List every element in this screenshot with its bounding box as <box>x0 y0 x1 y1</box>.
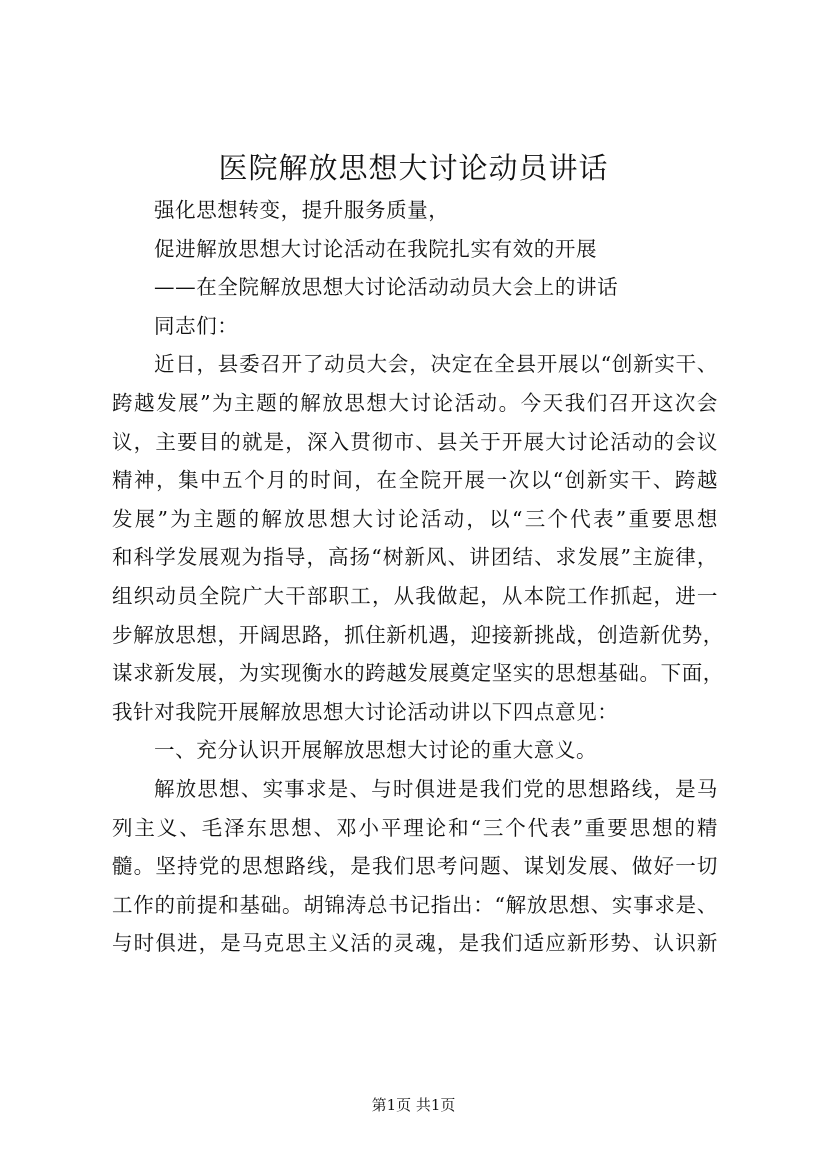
paragraph-line: 跨越发展”为主题的解放思想大讨论活动。今天我们召开这次会 <box>112 390 718 415</box>
paragraph-line: 步解放思想，开阔思路，抓住新机遇，迎接新挑战，创造新优势， <box>112 622 724 647</box>
salutation: 同志们： <box>154 313 239 338</box>
paragraph-line: 发展”为主题的解放思想大讨论活动，以“三个代表”重要思想 <box>112 506 718 531</box>
subtitle-line-1: 强化思想转变，提升服务质量， <box>154 198 450 222</box>
paragraph-line: 与时俱进，是马克思主义活的灵魂，是我们适应新形势、认识新 <box>112 931 718 956</box>
subtitle-line-2: 促进解放思想大讨论活动在我院扎实有效的开展 <box>154 236 598 261</box>
page-footer: 第1页 共1页 <box>371 1096 456 1114</box>
paragraph-line: 和科学发展观为指导，高扬“树新风、讲团结、求发展”主旋律， <box>112 545 718 570</box>
paragraph-line: 髓。坚持党的思想路线，是我们思考问题、谋划发展、做好一切 <box>112 854 718 879</box>
document-title: 医院解放思想大讨论动员讲话 <box>218 151 609 185</box>
paragraph-line: 议，主要目的就是，深入贯彻市、县关于开展大讨论活动的会议 <box>112 429 718 454</box>
paragraph-line: 组织动员全院广大干部职工，从我做起，从本院工作抓起，进一 <box>112 583 718 608</box>
paragraph-line: 解放思想、实事求是、与时俱进是我们党的思想路线，是马 <box>154 776 718 801</box>
paragraph-line: 精神，集中五个月的时间，在全院开展一次以“创新实干、跨越 <box>112 468 718 493</box>
paragraph-line: 列主义、毛泽东思想、邓小平理论和“三个代表”重要思想的精 <box>112 815 718 840</box>
subtitle-line-3: ——在全院解放思想大讨论活动动员大会上的讲话 <box>154 275 619 300</box>
paragraph-line: 谋求新发展，为实现衡水的跨越发展奠定坚实的思想基础。下面， <box>112 661 724 686</box>
paragraph-line: 我针对我院开展解放思想大讨论活动讲以下四点意见： <box>112 699 619 724</box>
paragraph-line: 近日，县委召开了动员大会，决定在全县开展以“创新实干、 <box>154 352 718 377</box>
section-heading: 一、充分认识开展解放思想大讨论的重大意义。 <box>154 738 598 763</box>
paragraph-line: 工作的前提和基础。胡锦涛总书记指出：“解放思想、实事求是、 <box>112 892 718 917</box>
document-body <box>112 191 724 963</box>
